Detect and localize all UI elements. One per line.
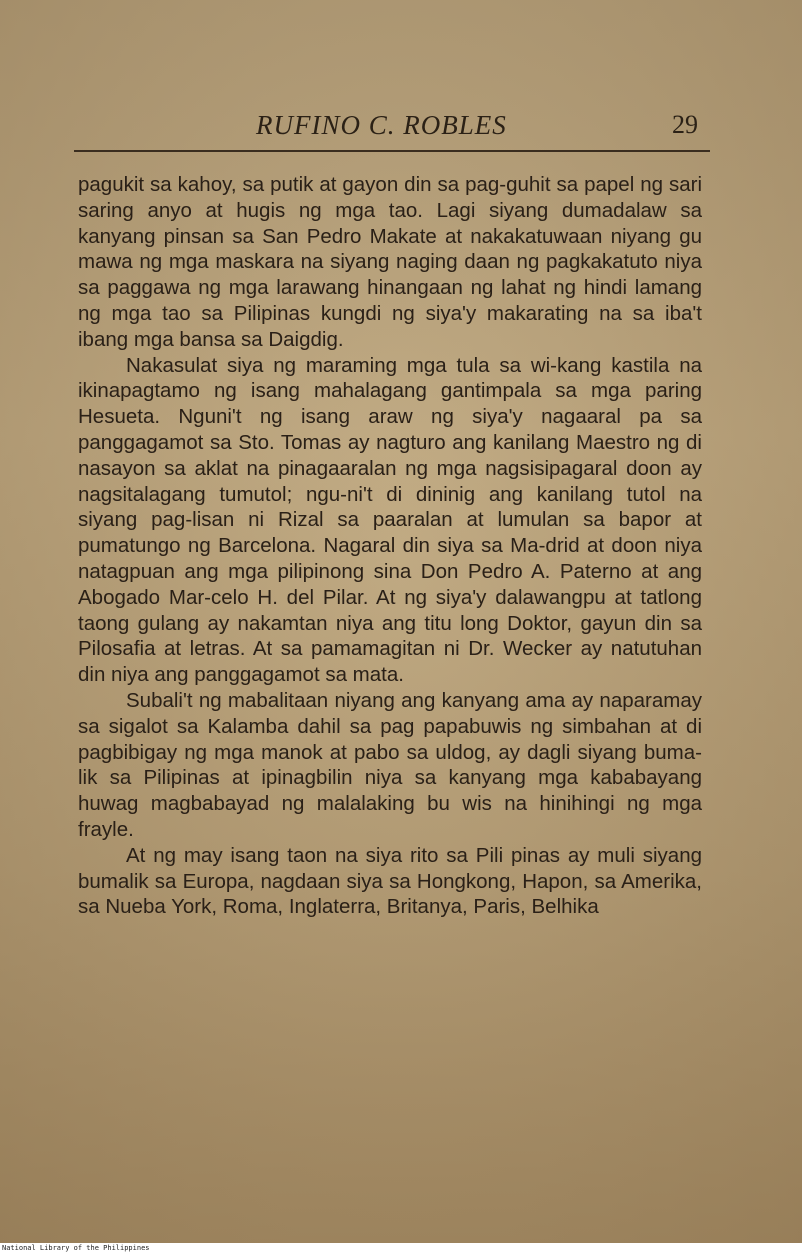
body-text <box>78 172 702 920</box>
running-head: RUFINO C. ROBLES <box>256 110 507 140</box>
header-rule <box>74 150 710 152</box>
page-number: 29 <box>672 110 698 139</box>
paragraph-3: Subali't ng mabalitaan niyang ang kanyang ama ay naparamay sa sigalot sa Kalamba dahil sa pag papabuwis ng simbahan at di pagbibigay ng mga manok at pabo sa uldog, ay dagli siyang buma-lik sa Pilipinas at ipinagbilin niya sa kanyang mga kababayang huwag magbabayad ng malalaking bu wis na hinihingi ng mga frayle. <box>78 688 702 841</box>
paragraph-1: pagukit sa kahoy, sa putik at gayon din sa pag-guhit sa papel ng sari saring anyo at hugis ng mga tao. Lagi siyang dumadalaw sa kanyang pinsan sa San Pedro Makate at nakakatuwaan niyang gu mawa ng mga maskara na siyang naging daan ng pagkakatuto niya sa paggawa ng mga larawang hinangaan ng lahat ng hindi lamang ng mga tao sa Pilipinas kungdi ng siya'y makarating na sa iba't ibang mga bansa sa Daigdig. <box>78 173 702 351</box>
paragraph-2: Nakasulat siya ng maraming mga tula sa wi-kang kastila na ikinapagtamo ng isang mahalagang gantimpala sa mga paring Hesueta. Nguni't ng isang araw ng siya'y nagaaral pa sa panggagamot sa Sto. Tomas ay nagturo ang kanilang Maestro ng di nasayon sa aklat na pinagaaralan ng mga nagsisipagaral doon ay nagsitalagang tumutol; ngu-ni't di dininig ang kanilang tutol na siyang pag-lisan ni Rizal sa paaralan at lumulan sa bapor at pumatungo ng Barcelona. Nagaral din siya sa Ma-drid at doon niya natagpuan ang mga pilipinong sina Don Pedro A. Paterno at ang Abogado Mar-celo H. del Pilar. At ng siya'y dalawangpu at tatlong taong gulang ay nakamtan niya ang titu long Doktor, gayun din sa Pilosafia at letras. At sa pamamagitan ni Dr. Wecker ay natutuhan din niya ang panggagamot sa mata. <box>78 353 702 687</box>
paragraph-4: At ng may isang taon na siya rito sa Pili pinas ay muli siyang bumalik sa Europa, nagdaan siya sa Hongkong, Hapon, sa Amerika, sa Nueba York, Roma, Inglaterra, Britanya, Paris, Belhika <box>78 843 702 919</box>
page-header <box>74 110 710 152</box>
library-credit: National Library of the Philippines <box>2 1244 150 1252</box>
